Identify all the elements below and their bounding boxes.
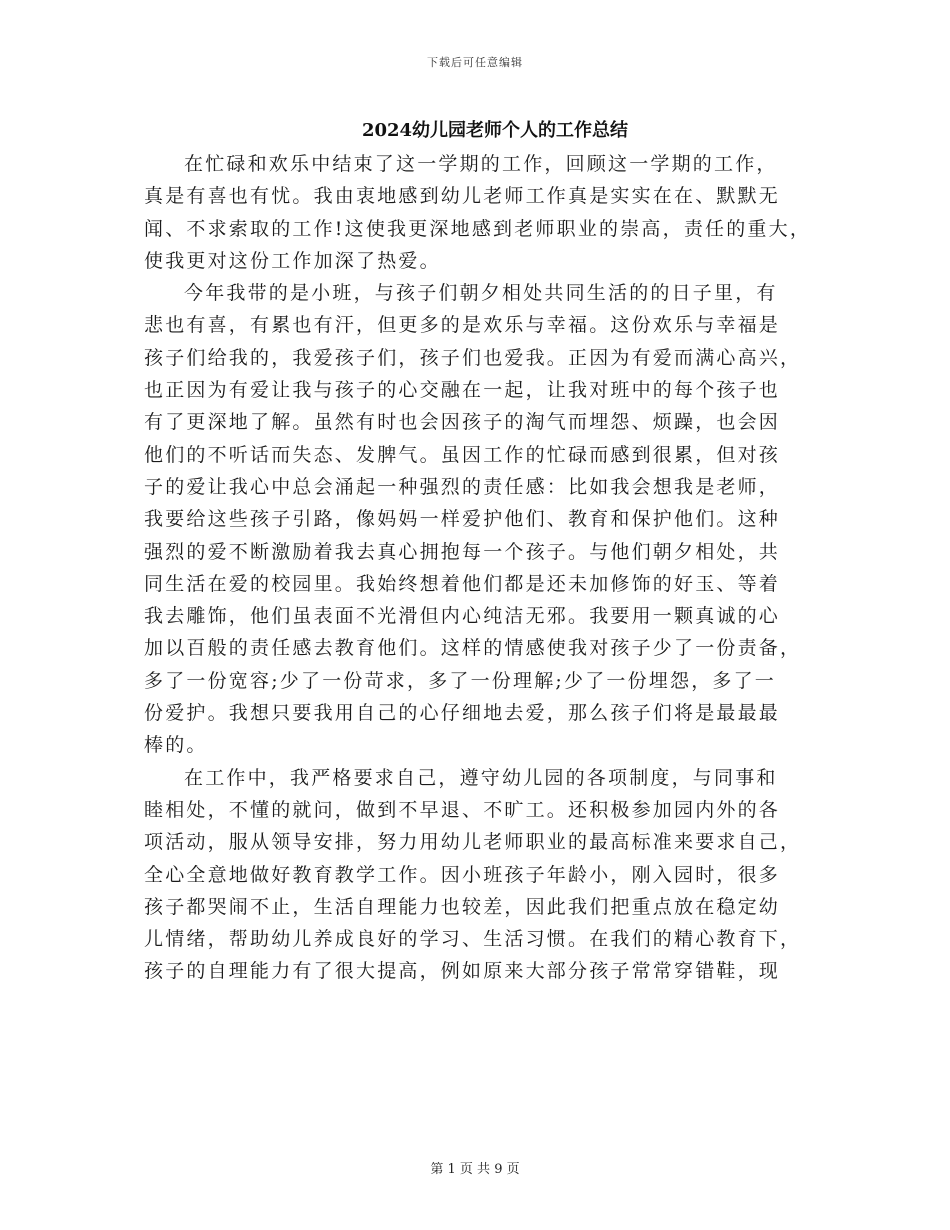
page-footer: 第 1 页 共 9 页 [430,1162,520,1177]
text-line: 真是有喜也有忧。我由衷地感到幼儿老师工作真是实实在在、默默无 [144,185,781,208]
text-line: 孩子的自理能力有了很大提高，例如原来大部分孩子常常穿错鞋，现 [144,960,781,983]
text-line: 同生活在爱的校园里。我始终想着他们都是还未加修饰的好玉、等着 [144,572,781,595]
text-line: 悲也有喜，有累也有汗，但更多的是欢乐与幸福。这份欢乐与幸福是 [144,314,781,337]
text-line: 闻、不求索取的工作!这使我更深地感到老师职业的崇高，责任的重大， [144,217,812,240]
text-line: 今年我带的是小班，与孩子们朝夕相处共同生活的的日子里，有 [184,282,778,305]
text-line: 也正因为有爱让我与孩子的心交融在一起，让我对班中的每个孩子也 [144,379,781,402]
header-note: 下载后可任意编辑 [427,56,523,69]
text-line: 在忙碌和欢乐中结束了这一学期的工作，回顾这一学期的工作， [184,153,778,175]
text-line: 多了一份宽容;少了一份苛求，多了一份理解;少了一份埋怨，多了一 [144,669,777,692]
text-line: 项活动，服从领导安排，努力用幼儿老师职业的最高标准来要求自己， [144,831,802,854]
text-line: 使我更对这份工作加深了热爱。 [144,249,441,272]
text-line: 孩子都哭闹不止，生活自理能力也较差，因此我们把重点放在稳定幼 [144,895,781,918]
text-line: 孩子们给我的，我爱孩子们，孩子们也爱我。正因为有爱而满心高兴， [144,346,802,369]
text-line: 我要给这些孩子引路，像妈妈一样爱护他们、教育和保护他们。这种 [144,508,781,531]
text-line: 有了更深地了解。虽然有时也会因孩子的淘气而埋怨、烦躁，也会因 [144,411,781,434]
text-line: 儿情绪，帮助幼儿养成良好的学习、生活习惯。在我们的精心教育下， [144,928,802,951]
text-line: 份爱护。我想只要我用自己的心仔细地去爱，那么孩子们将是最最最 [144,702,781,725]
text-line: 强烈的爱不断激励着我去真心拥抱每一个孩子。与他们朝夕相处，共 [144,540,781,563]
text-line: 我去雕饰，他们虽表面不光滑但内心纯洁无邪。我要用一颗真诚的心 [144,605,781,628]
text-line: 睦相处，不懂的就问，做到不早退、不旷工。还积极参加园内外的各 [144,798,781,821]
text-line: 加以百般的责任感去教育他们。这样的情感使我对孩子少了一份责备， [144,637,802,660]
document-title: 2024幼儿园老师个人的工作总结 [361,120,629,141]
text-line: 他们的不听话而失态、发脾气。虽因工作的忙碌而感到很累，但对孩 [144,443,781,466]
text-line: 棒的。 [144,734,208,757]
document-body [144,148,816,988]
text-line: 在工作中，我严格要求自己，遵守幼儿园的各项制度，与同事和 [184,766,778,789]
text-line: 全心全意地做好教育教学工作。因小班孩子年龄小，刚入园时，很多 [144,863,781,886]
text-line: 子的爱让我心中总会涌起一种强烈的责任感：比如我会想我是老师， [144,475,781,498]
